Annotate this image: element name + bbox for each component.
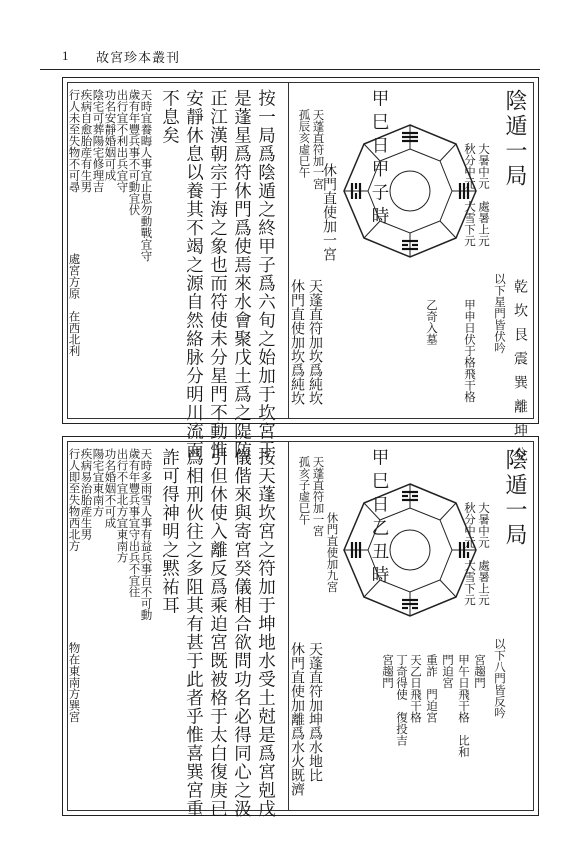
bottom-side-small-2: 天蓬直符加一宮: [311, 456, 326, 537]
book-title: 故宮珍本叢刊: [96, 51, 181, 66]
bottom-note-b3: 宮趨門: [381, 654, 395, 689]
bottom-note-lower-2: 休門直使加離爲水火既濟: [289, 642, 305, 796]
top-panel-inner-border: [67, 82, 534, 471]
bottom-title: 陰遁一局: [502, 448, 527, 548]
bottom-annotation: 歲有年豐兵事宜守出兵不宜往: [127, 448, 142, 598]
top-annotation: 處宮方原 在西北利: [67, 253, 82, 357]
top-side-line: 休門直使加一宮: [321, 163, 337, 261]
page-header: [0, 0, 576, 70]
bottom-annotation: 功名婚姻不可成: [103, 448, 118, 529]
bottom-panel-inner-border: [67, 441, 534, 818]
bottom-panel: [62, 436, 539, 816]
bottom-side-small-1: 孤亥子虛巳午: [297, 456, 312, 525]
bottom-annotation: 天時多雨雪人事有益兵事百不可動: [139, 448, 154, 621]
bottom-side-small-3: 休門直使加九宮: [325, 512, 340, 593]
top-note-1: 甲申日伏于格飛干格: [463, 299, 477, 403]
top-commentary-line: 是蓬星爲符休門爲使焉來水會聚戊土爲之隄防: [231, 89, 252, 459]
bottom-commentary-line: 按天蓬坎宮之符加于坤地水受土尅是爲宮剋戊: [255, 448, 276, 818]
top-palace-names: 乾坎艮震巽離坤兌: [512, 279, 528, 471]
bottom-note-lower-1: 天蓬直符加坤爲水地比: [307, 642, 323, 782]
top-annotation: 陰宅可葬陽宅修理吉: [91, 89, 106, 193]
top-annotation: 行人未至失物不可尋: [67, 89, 82, 193]
bottom-note-a2: 甲午日飛干格 比和: [457, 654, 471, 758]
bottom-commentary-line: 爲相刑伙往之多阻其有甚于此者乎惟喜巽宮重: [183, 448, 204, 818]
top-panel: [62, 77, 539, 471]
top-annotation: 歲有年豐兵事不可動宜伏: [127, 89, 142, 216]
bottom-annotation: 物在東南方巽宮: [67, 642, 82, 723]
top-subtitle-a: 大暑中元 處暑上元: [477, 143, 491, 247]
bottom-octagon-chart: [340, 480, 480, 620]
top-title: 陰遁一局: [502, 89, 527, 189]
bottom-note-a4: 重詐 門迫宮: [425, 654, 439, 723]
top-commentary-line: 不息矣: [159, 89, 180, 145]
top-commentary-line: 正江漢朝宗于海之象也而符使未分星門不動惟: [207, 89, 228, 459]
header-rule: [40, 69, 540, 70]
bottom-time-label: 甲巳日乙丑時: [369, 448, 389, 589]
top-commentary-line: 安靜休息以養其不竭之源自然絡脉分明川流而: [183, 89, 204, 459]
top-qimen-diagram: [340, 121, 480, 261]
bottom-annotation: 陽宅宜東南方: [91, 448, 106, 517]
top-commentary-line: 按一局爲陰遁之終甲子爲六旬之始加于坎宮于: [255, 89, 276, 459]
top-note-lower-1: 天蓬直符加坎爲純坎: [307, 279, 323, 405]
bottom-commentary-line: 詐可得神明之黙祐耳: [159, 448, 180, 615]
top-right-note: 以下星門皆伏吟: [493, 273, 507, 354]
top-note-2: 乙奇入墓: [425, 299, 439, 345]
top-side-small-2: 天蓬直符加一宮: [311, 109, 326, 190]
bottom-annotation: 行人即至失物西北方: [67, 448, 82, 552]
bottom-qimen-diagram: [340, 480, 480, 620]
bottom-note-a3: 門迫宮: [441, 654, 455, 689]
bottom-note-b2: 丁奇得使 復投吉: [395, 654, 409, 746]
bottom-subtitle-b: 秋分中元 大雪下元: [463, 502, 477, 606]
top-annotation: 天時宜養晦人事宜止息勿動戰宜守: [139, 89, 154, 262]
bottom-commentary-line: 儀偕來與寄宮癸儀相合欲問功名必得同心之汲: [231, 448, 252, 818]
top-annotation: 出行宜不利出兵宜守: [115, 89, 130, 193]
top-subtitle-b: 秋分中元 大雪下元: [463, 143, 477, 247]
bottom-subtitle-a: 大暑中元 處暑上元: [477, 502, 491, 606]
top-note-lower-2: 休門直使加坎爲純坎: [289, 279, 305, 405]
bottom-annotation: 疾病易治胎産生男: [79, 448, 94, 540]
bottom-note-a1: 宮趨門: [473, 654, 487, 689]
page-number: 1: [62, 48, 69, 63]
top-annotation: 疾病自愈胎産有生男: [79, 89, 94, 193]
bottom-right-note: 以下八門皆反吟: [493, 638, 507, 719]
top-side-small-1: 孤辰亥虛巳午: [297, 109, 312, 178]
top-octagon-chart: [340, 121, 480, 261]
top-annotation: 功名安靜婚姻可成: [103, 89, 118, 181]
bottom-annotation: 出行不宜北方宜東南方: [115, 448, 130, 563]
top-time-label: 甲巳日甲子時: [369, 89, 389, 230]
bottom-note-b1: 天乙日飛干格: [409, 654, 423, 723]
bottom-commentary-line: 引但休使入離反爲乘迫宮既被格于太白復庚已: [207, 448, 228, 818]
